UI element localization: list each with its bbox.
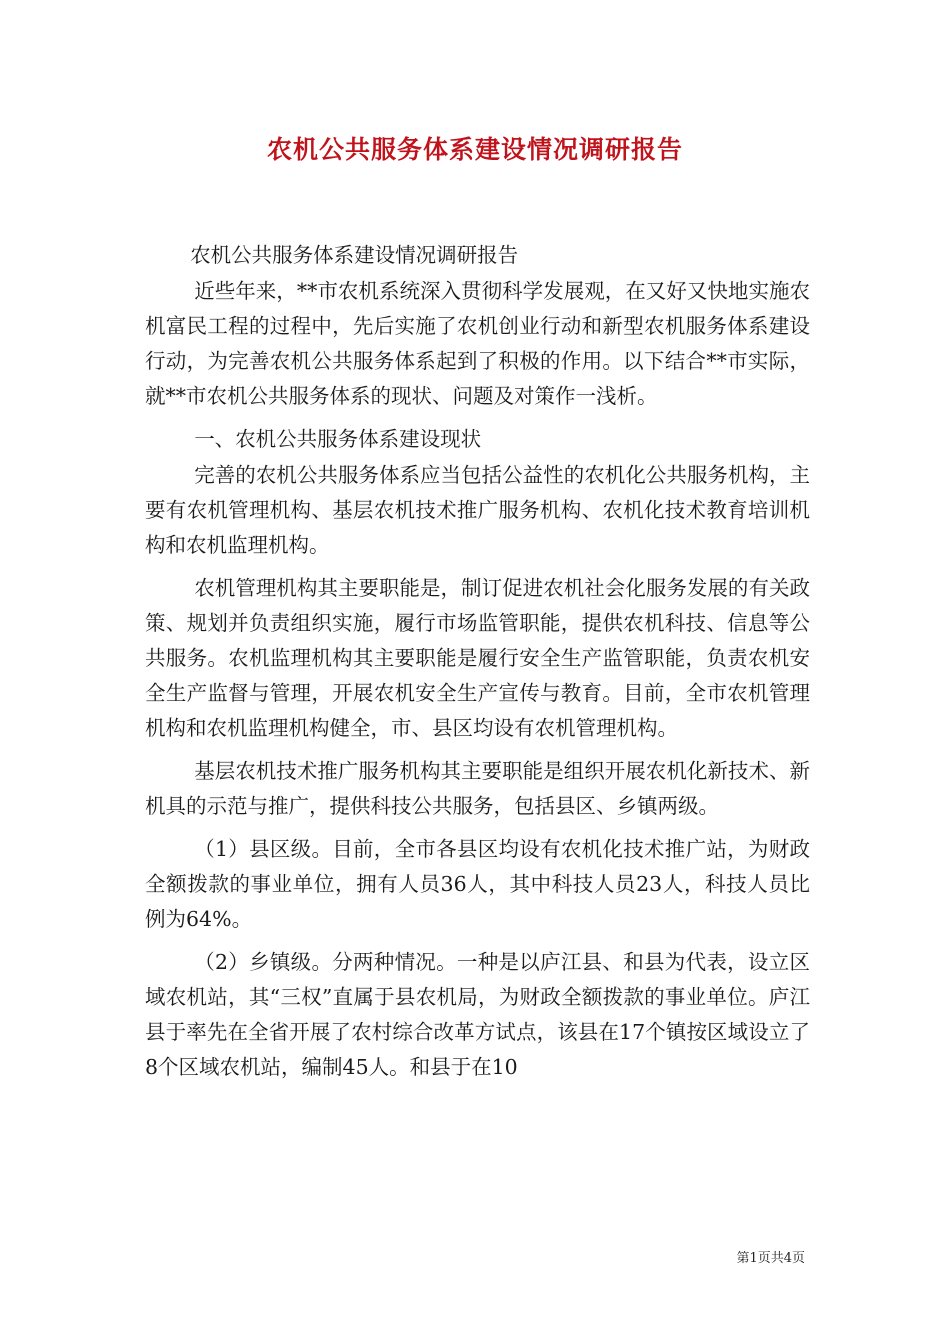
document-subtitle-paragraph: 农机公共服务体系建设情况调研报告 [190, 243, 519, 267]
section-heading: 一、农机公共服务体系建设现状 [194, 427, 482, 451]
document-title: 农机公共服务体系建设情况调研报告 [266, 135, 683, 164]
intro-paragraph: 近些年来，**市农机系统深入贯彻科学发展观，在又好又快地实施农机富民工程的过程中，先后实施了农机创业行动和新型农机服务体系建设行动，为完善农机公共服务体系起到了积极的作用。以下结合**市实际，就**市农机公共服务体系的现状、问题及对策作一浅析。 [145, 279, 810, 408]
body-paragraph: 基层农机技术推广服务机构其主要职能是组织开展农机化新技术、新机具的示范与推广，提供科技公共服务，包括县区、乡镇两级。 [145, 759, 810, 818]
document-body [145, 238, 810, 1085]
body-paragraph: 农机管理机构其主要职能是，制订促进农机社会化服务发展的有关政策、规划并负责组织实施，履行市场监管职能，提供农机科技、信息等公共服务。农机监理机构其主要职能是履行安全生产监管职能，负责农机安全生产监督与管理，开展农机安全生产宣传与教育。目前，全市农机管理机构和农机监理机构健全，市、县区均设有农机管理机构。 [145, 576, 810, 740]
body-paragraph: （1）县区级。目前，全市各县区均设有农机化技术推广站，为财政全额拨款的事业单位，拥有人员36人，其中科技人员23人，科技人员比例为64%。 [145, 837, 810, 931]
body-paragraph: （2）乡镇级。分两种情况。一种是以庐江县、和县为代表，设立区域农机站，其“三权”直属于县农机局，为财政全额拨款的事业单位。庐江县于率先在全省开展了农村综合改革方试点，该县在17个镇按区域设立了8个区域农机站，编制45人。和县于在10 [145, 950, 810, 1079]
body-paragraph: 完善的农机公共服务体系应当包括公益性的农机化公共服务机构，主要有农机管理机构、基层农机技术推广服务机构、农机化技术教育培训机构和农机监理机构。 [145, 463, 810, 557]
page-number-footer: 第1页共4页 [736, 1251, 805, 1266]
